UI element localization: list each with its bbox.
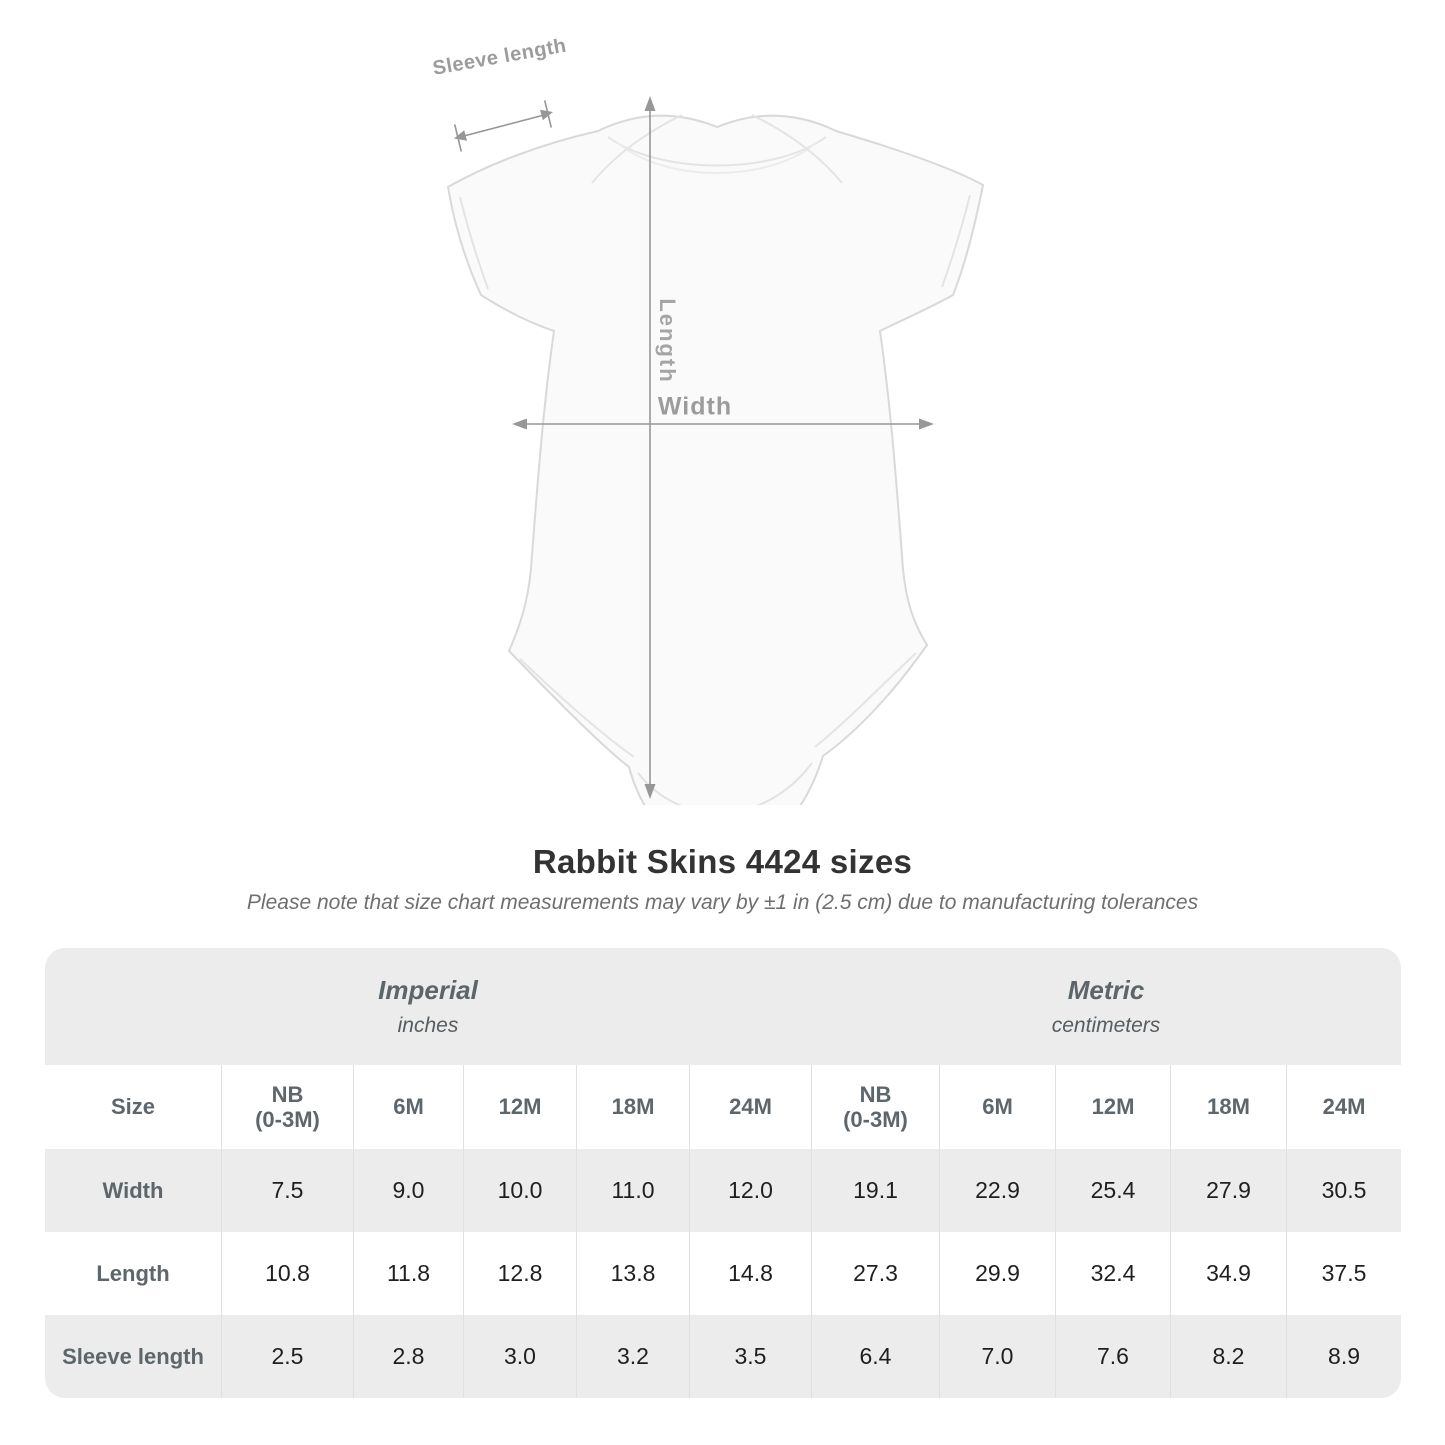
column-header: 12M [463,1065,576,1149]
column-header: 18M [576,1065,689,1149]
value-cell: 8.2 [1170,1315,1286,1398]
column-header: 12M [1055,1065,1170,1149]
value-cell: 12.8 [463,1232,576,1315]
value-cell: 3.0 [463,1315,576,1398]
value-cell: 32.4 [1055,1232,1170,1315]
tolerance-note: Please note that size chart measurements may vary by ±1 in (2.5 cm) due to manufacturing tolerances [246,891,1199,914]
value-cell: 10.8 [221,1232,353,1315]
value-cell: 10.0 [463,1149,576,1232]
value-cell: 6.4 [811,1315,939,1398]
value-cell: 2.8 [353,1315,463,1398]
column-header: 24M [1286,1065,1401,1149]
size-column-header: Size [45,1065,221,1149]
sleeve-length-label: Sleeve length [431,34,569,80]
value-cell: 11.0 [576,1149,689,1232]
value-cell: 27.3 [811,1232,939,1315]
value-cell: 2.5 [221,1315,353,1398]
value-cell: 27.9 [1170,1149,1286,1232]
column-header: 6M [939,1065,1055,1149]
table-row-length [45,1232,1401,1315]
value-cell: 25.4 [1055,1149,1170,1232]
value-cell: 14.8 [689,1232,811,1315]
value-cell: 30.5 [1286,1149,1401,1232]
table-row-width [45,1149,1401,1232]
row-label: Length [45,1232,221,1315]
imperial-unit: inches [397,1014,459,1037]
title-block [0,843,1445,915]
value-cell: 11.8 [353,1232,463,1315]
value-cell: 7.0 [939,1315,1055,1398]
table-row-sleeve-length [45,1315,1401,1398]
bodysuit-outline [448,115,983,805]
value-cell: 22.9 [939,1149,1055,1232]
column-header: 6M [353,1065,463,1149]
column-header-nb-imperial: NB (0-3M) [221,1065,353,1149]
value-cell: 8.9 [1286,1315,1401,1398]
column-header-nb-metric: NB (0-3M) [811,1065,939,1149]
value-cell: 34.9 [1170,1232,1286,1315]
value-cell: 29.9 [939,1232,1055,1315]
metric-label: Metric [1067,975,1145,1005]
imperial-header [45,948,811,1065]
metric-unit: centimeters [1051,1014,1161,1037]
unit-header-row [45,948,1401,1065]
value-cell: 3.2 [576,1315,689,1398]
row-label: Sleeve length [45,1315,221,1398]
value-cell: 3.5 [689,1315,811,1398]
value-cell: 19.1 [811,1149,939,1232]
value-cell: 9.0 [353,1149,463,1232]
value-cell: 13.8 [576,1232,689,1315]
page-title: Rabbit Skins 4424 sizes [532,843,913,880]
column-header: 24M [689,1065,811,1149]
column-header-row [45,1065,1401,1149]
width-label: Width [657,392,733,421]
sleeve-length-arrow [454,100,553,151]
value-cell: 12.0 [689,1149,811,1232]
bodysuit-diagram-svg [430,85,1000,805]
value-cell: 7.5 [221,1149,353,1232]
column-header: 18M [1170,1065,1286,1149]
value-cell: 37.5 [1286,1232,1401,1315]
size-table [45,948,1401,1398]
value-cell: 7.6 [1055,1315,1170,1398]
metric-header [811,948,1401,1065]
row-label: Width [45,1149,221,1232]
imperial-label: Imperial [378,975,478,1005]
length-label: Length [655,298,680,384]
